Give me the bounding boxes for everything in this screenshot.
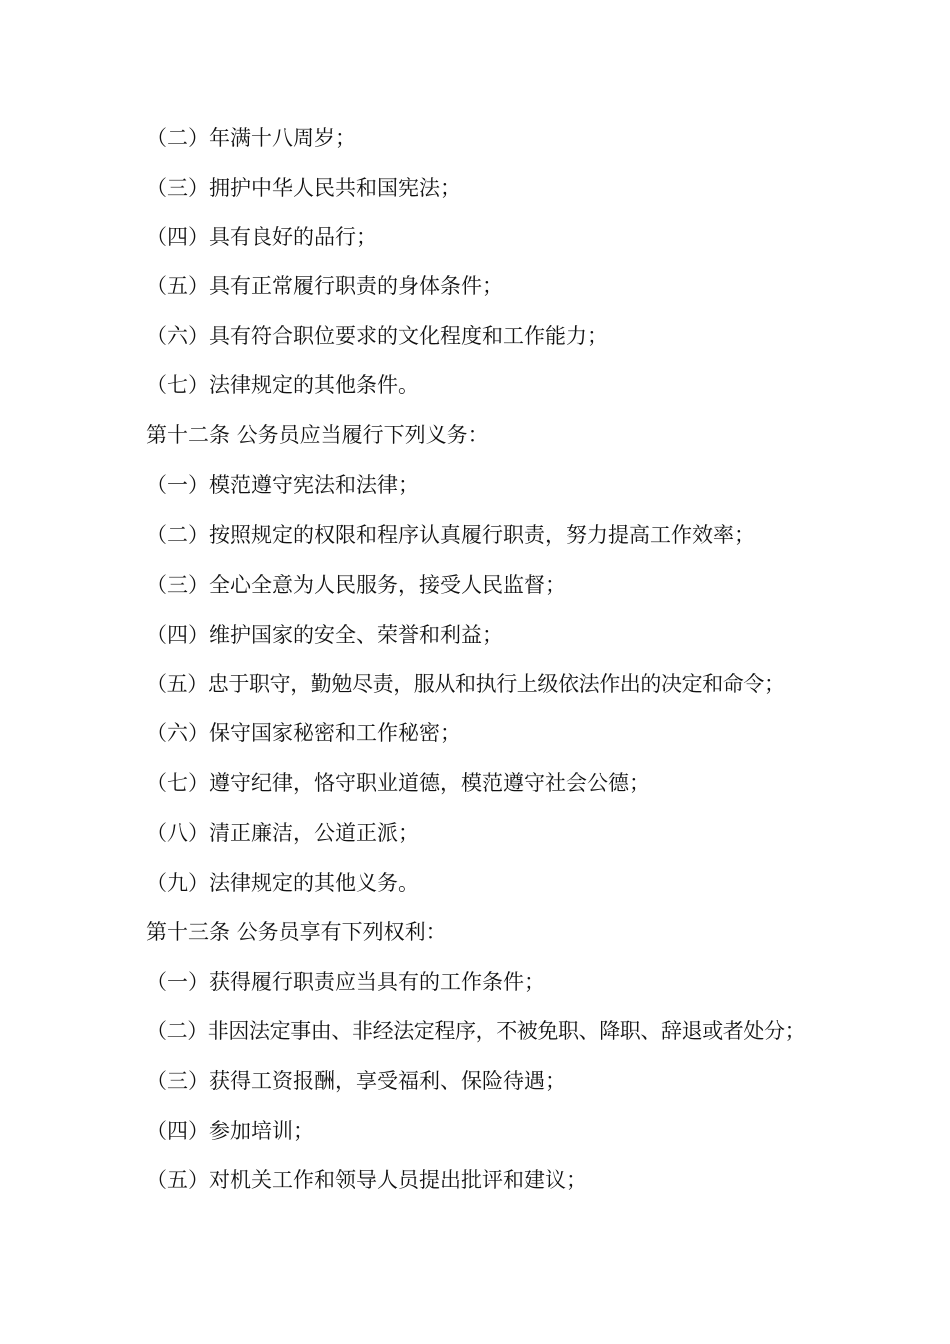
text-line: （一）获得履行职责应当具有的工作条件； xyxy=(146,970,545,994)
text-line: （九）法律规定的其他义务。 xyxy=(146,871,419,895)
text-line: （四）参加培训； xyxy=(146,1119,314,1143)
text-line: （一）模范遵守宪法和法律； xyxy=(146,473,419,497)
text-line: （二）年满十八周岁； xyxy=(146,126,356,150)
article-heading: 第十三条 公务员享有下列权利： xyxy=(146,920,447,944)
text-line: （四）具有良好的品行； xyxy=(146,225,377,249)
text-line: （三）获得工资报酬，享受福利、保险待遇； xyxy=(146,1069,566,1093)
text-line: （三）全心全意为人民服务，接受人民监督； xyxy=(146,573,566,597)
article-heading: 第十二条 公务员应当履行下列义务： xyxy=(146,423,489,447)
text-line: （七）遵守纪律，恪守职业道德，模范遵守社会公德； xyxy=(146,771,650,795)
text-line: （五）对机关工作和领导人员提出批评和建议； xyxy=(146,1168,587,1192)
text-line: （八）清正廉洁，公道正派； xyxy=(146,821,419,845)
text-line: （二）按照规定的权限和程序认真履行职责，努力提高工作效率； xyxy=(146,523,755,547)
text-line: （六）保守国家秘密和工作秘密； xyxy=(146,721,461,745)
text-line: （五）具有正常履行职责的身体条件； xyxy=(146,274,503,298)
text-line: （七）法律规定的其他条件。 xyxy=(146,373,419,397)
text-line: （三）拥护中华人民共和国宪法； xyxy=(146,176,461,200)
text-line: （五）忠于职守，勤勉尽责，服从和执行上级依法作出的决定和命令； xyxy=(146,672,785,696)
text-line: （四）维护国家的安全、荣誉和利益； xyxy=(146,623,503,647)
text-line: （二）非因法定事由、非经法定程序，不被免职、降职、辞退或者处分； xyxy=(146,1019,806,1043)
text-line: （六）具有符合职位要求的文化程度和工作能力； xyxy=(146,324,608,348)
